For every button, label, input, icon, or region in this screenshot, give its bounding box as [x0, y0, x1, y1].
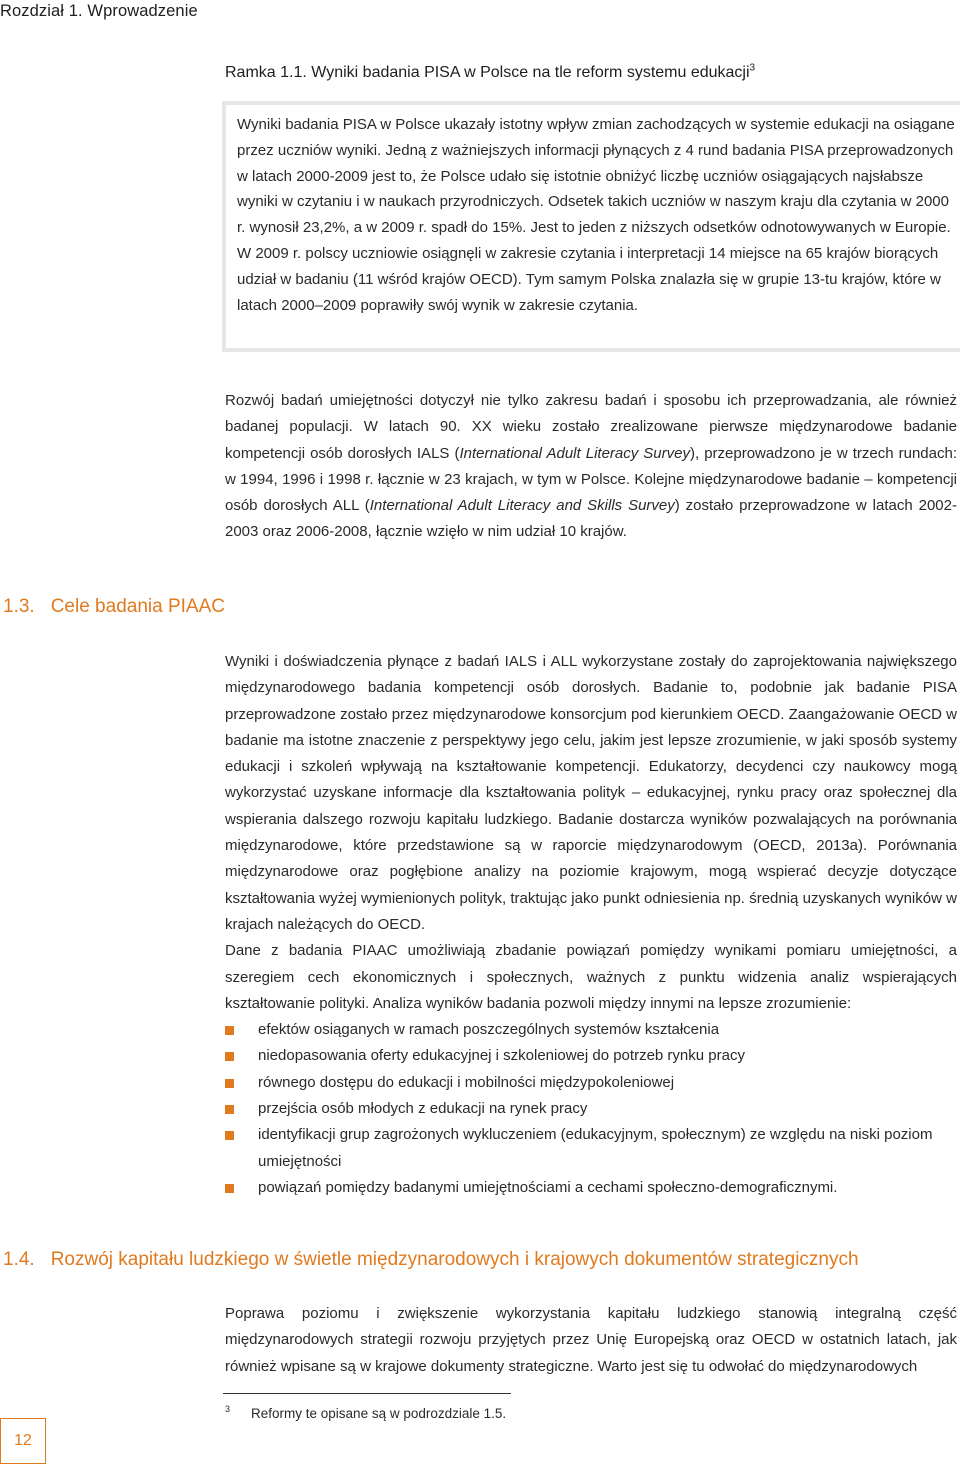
- list-item: [225, 1017, 957, 1043]
- pisa-box-text: Wyniki badania PISA w Polsce ukazały istotny wpływ zmian zachodzących w systemie edukacji na osiągane przez uczniów wyniki. Jedną z ważniejszych informacji płynących z 4 rund badania PISA przeprowadzonych w latach 2000-2009 jest to, że Polsce udało się istotnie obniżyć liczbę uczniów osiągających najsłabsze wyniki w czytaniu i w naukach przyrodniczych. Odsetek takich uczniów w naszym kraju dla czytania w 2000 r. wynosił 23,2%, a w 2009 r. spadł do 15%. Jest to jeden z niższych odsetków odnotowywanych w Europie. W 2009 r. polscy uczniowie osiągnęli w zakresie czytania i interpretacji 14 miejsce na 65 krajów biorących udział w badaniu (11 wśród krajów OECD). Tym samym Polska znalazła się w grupie 13-tu krajów, które w latach 2000–2009 poprawiły swój wynik w zakresie czytania.: [237, 116, 955, 314]
- chapter-header: Rozdział 1. Wprowadzenie: [0, 2, 198, 20]
- list-item-text: efektów osiąganych w ramach poszczególnych systemów kształcenia: [258, 1021, 720, 1039]
- all-name: International Adult Literacy and Skills Survey: [369, 497, 675, 515]
- square-bullet-icon: [225, 1052, 234, 1061]
- footnote-divider: [223, 1393, 511, 1394]
- list-item: [225, 1175, 957, 1201]
- square-bullet-icon: [225, 1184, 234, 1193]
- box-title-text: Ramka 1.1. Wyniki badania PISA w Polsce na tle reform systemu edukacji: [225, 64, 750, 81]
- section-heading-1-4: [3, 1249, 859, 1271]
- section-1-4-paragraph: Poprawa poziomu i zwiększenie wykorzystania kapitału ludzkiego stanowią integralną część międzynarodowych strategii rozwoju przyjętych przez Unię Europejską oraz OECD w ostatnich latach, jak również wpisane są w krajowe dokumenty strategiczne. Warto jest się tu odwołać do międzynarodowych: [225, 1305, 957, 1375]
- square-bullet-icon: [225, 1105, 234, 1114]
- list-item-text: identyfikacji grup zagrożonych wykluczeniem (edukacyjnym, społecznym) ze względu na niski poziom umiejętności: [258, 1126, 933, 1170]
- ials-name: International Adult Literacy Survey: [459, 444, 690, 462]
- square-bullet-icon: [225, 1026, 234, 1035]
- section-number: 1.4.: [3, 1249, 35, 1270]
- pisa-info-box: [222, 101, 960, 352]
- box-title: [225, 64, 755, 82]
- paragraph-adult-surveys: [225, 388, 957, 546]
- section-title: Rozwój kapitału ludzkiego w świetle międzynarodowych i krajowych dokumentów strategicznych: [50, 1249, 859, 1270]
- list-item: [225, 1122, 957, 1175]
- section-1-3-content: [225, 649, 957, 1201]
- section-1-3-paragraph-1: Wyniki i doświadczenia płynące z badań IALS i ALL wykorzystane zostały do zaprojektowania największego międzynarodowego badania kompetencji osób dorosłych. Badanie to, podobnie jak badanie PISA przeprowadzone zostało przez międzynarodowe konsorcjum pod kierunkiem OECD. Zaangażowanie OECD w badanie ma istotne znaczenie z perspektywy jego celu, jakim jest lepsze zrozumienie, w jaki sposób systemy edukacji i szkoleń wpływają na kształtowanie kompetencji. Edukatorzy, decydenci czy naukowcy mogą wykorzystać uzyskane informacje dla kształtowania polityk – edukacyjnej, rynku pracy oraz społecznej dla wspierania dalszego rozwoju kapitału ludzkiego. Badanie dostarcza wyników pozwalających na porównania międzynarodowe, które przedstawione są w raporcie międzynarodowym (OECD, 2013a). Porównania międzynarodowe oraz pogłębione analizy na poziomie krajowym, mogą wspierać decyzje dotyczące kształtowania wyżej wymienionych polityk, traktując jako punkt odniesienia np. średnią uzyskanych wyników w krajach należących do OECD.: [225, 653, 958, 933]
- section-title: Cele badania PIAAC: [50, 596, 225, 617]
- section-1-3-paragraph-2: Dane z badania PIAAC umożliwiają zbadanie powiązań pomiędzy wynikami pomiaru umiejętności, a szeregiem cech ekonomicznych i społecznych, ważnych z punktu widzenia analiz wspierających kształtowanie polityki. Analiza wyników badania pozwoli między innymi na lepsze zrozumienie:: [225, 942, 957, 1012]
- analysis-goals-list: [225, 1017, 957, 1201]
- para1-part2: ), przeprowadzono je w trzech rundach: w 1994, 1996 i 1998 r. łącznie w 23 krajach, w tym w Polsce. Kolejne międzynarodowe badanie – kompetencji osób dorosłych ALL (: [225, 444, 957, 515]
- footnote-mark: 3: [225, 1404, 231, 1414]
- section-heading-1-3: [3, 596, 225, 618]
- square-bullet-icon: [225, 1079, 234, 1088]
- footnote-text: Reformy te opisane są w podrozdziale 1.5.: [251, 1406, 507, 1421]
- list-item-text: niedopasowania oferty edukacyjnej i szkoleniowej do potrzeb rynku pracy: [258, 1047, 745, 1065]
- square-bullet-icon: [225, 1131, 234, 1140]
- list-item-text: przejścia osób młodych z edukacji na rynek pracy: [258, 1100, 588, 1118]
- para1-part3: ) zostało przeprowadzone w latach 2002-2003 oraz 2006-2008, łącznie wzięło w nim udział 10 krajów.: [225, 497, 957, 541]
- section-number: 1.3.: [3, 596, 35, 617]
- list-item: [225, 1043, 957, 1069]
- page-number: 12: [0, 1418, 46, 1464]
- list-item: [225, 1096, 957, 1122]
- list-item: [225, 1070, 957, 1096]
- list-item-text: powiązań pomiędzy badanymi umiejętnościami a cechami społeczno-demograficznymi.: [258, 1178, 838, 1196]
- list-item-text: równego dostępu do edukacji i mobilności międzypokoleniowej: [258, 1073, 675, 1091]
- footnote: [225, 1406, 506, 1421]
- footnote-reference[interactable]: 3: [749, 62, 756, 74]
- para1-part1: Rozwój badań umiejętności dotyczył nie tylko zakresu badań i sposobu ich przeprowadzania, ale również badanej populacji. W latach 90. XX wieku zostało zrealizowane pierwsze międzynarodowe badanie kompetencji osób dorosłych IALS (: [225, 392, 957, 462]
